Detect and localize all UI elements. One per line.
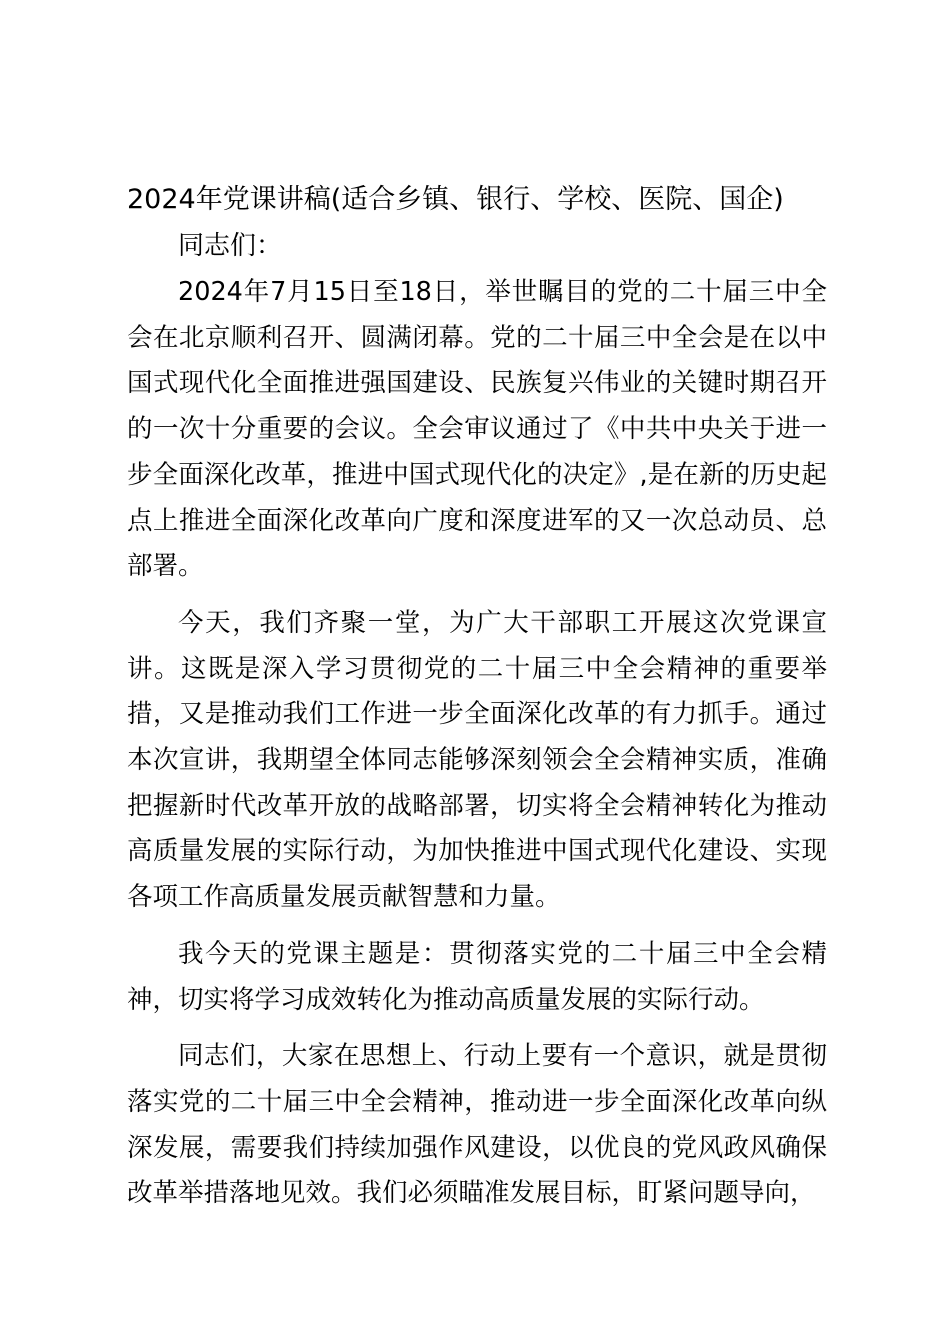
paragraph-lecture-theme: 我今天的党课主题是：贯彻落实党的二十届三中全会精神，切实将学习成效转化为推动高质量发展的实际行动。 xyxy=(127,938,827,1015)
greeting: 同志们： xyxy=(178,231,283,261)
document-title: 2024年党课讲稿(适合乡镇、银行、学校、医院、国企) xyxy=(127,184,784,215)
paragraph-meeting-intro: 2024年7月15日至18日，举世瞩目的党的二十届三中全会在北京顺利召开、圆满闭幕。党的二十届三中全会是在以中国式现代化全面推进强国建设、民族复兴伟业的关键时期召开的一次十分重要的会议。全会审议通过了《中共中央关于进一步全面深化改革，推进中国式现代化的决定》,是在新的历史起点上推进全面深化改革向广度和深度进军的又一次总动员、总部署。 xyxy=(127,277,827,582)
paragraph-work-style: 同志们，大家在思想上、行动上要有一个意识，就是贯彻落实党的二十届三中全会精神，推动进一步全面深化改革向纵深发展，需要我们持续加强作风建设，以优良的党风政风确保改革举措落地见效。我们必须瞄准发展目标，盯紧问题导向， xyxy=(127,1041,827,1209)
document-body xyxy=(127,270,827,1228)
paragraph-lecture-purpose: 今天，我们齐聚一堂，为广大干部职工开展这次党课宣讲。这既是深入学习贯彻党的二十届三中全会精神的重要举措，又是推动我们工作进一步全面深化改革的有力抓手。通过本次宣讲，我期望全体同志能够深刻领会全会精神实质，准确把握新时代改革开放的战略部署，切实将全会精神转化为推动高质量发展的实际行动，为加快推进中国式现代化建设、实现各项工作高质量发展贡献智慧和力量。 xyxy=(127,607,827,913)
